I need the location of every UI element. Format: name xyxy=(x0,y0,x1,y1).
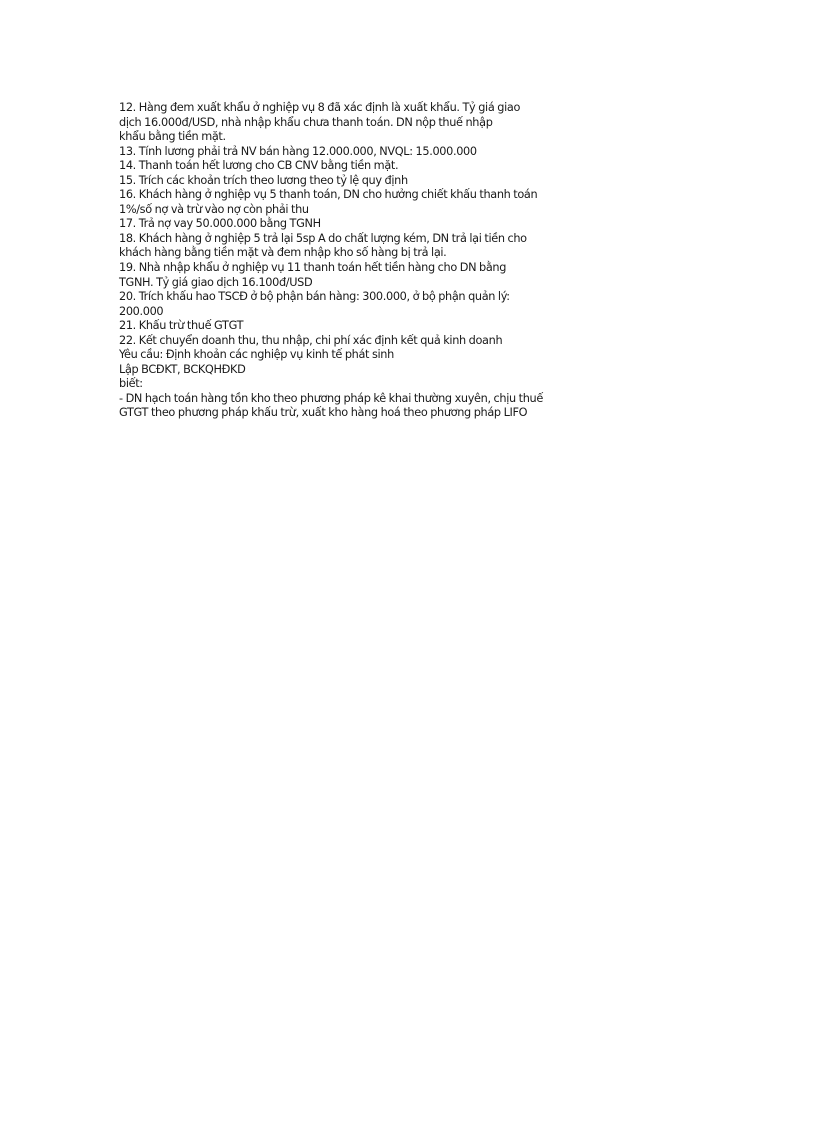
text-line: biết: xyxy=(119,377,143,391)
text-line: 19. Nhà nhập khẩu ở nghiệp vụ 11 thanh toán hết tiền hàng cho DN bằng xyxy=(119,261,507,275)
text-line: 21. Khấu trừ thuế GTGT xyxy=(119,319,244,333)
document-text-block xyxy=(119,101,569,421)
text-line: khẩu bằng tiền mặt. xyxy=(119,130,226,144)
text-line: 16. Khách hàng ở nghiệp vụ 5 thanh toán, DN cho hưởng chiết khấu thanh toán xyxy=(119,188,538,202)
text-line: 18. Khách hàng ở nghiệp 5 trả lại 5sp A do chất lượng kém, DN trả lại tiền cho xyxy=(119,231,527,245)
text-line: Yêu cầu: Định khoản các nghiệp vụ kinh tế phát sinh xyxy=(119,348,394,362)
text-line: 20. Trích khấu hao TSCĐ ở bộ phận bán hàng: 300.000, ở bộ phận quản lý: xyxy=(119,290,510,304)
text-line: 14. Thanh toán hết lương cho CB CNV bằng tiền mặt. xyxy=(119,159,399,173)
text-line: khách hàng bằng tiền mặt và đem nhập kho số hàng bị trả lại. xyxy=(119,246,447,260)
text-line: 12. Hàng đem xuất khẩu ở nghiệp vụ 8 đã xác định là xuất khẩu. Tỷ giá giao xyxy=(119,101,521,114)
text-line: TGNH. Tỷ giá giao dịch 16.100đ/USD xyxy=(119,275,313,289)
text-line: 200.000 xyxy=(119,304,164,318)
text-line: 1%/số nợ và trừ vào nợ còn phải thu xyxy=(119,202,309,216)
text-line: 15. Trích các khoản trích theo lương theo tỷ lệ quy định xyxy=(119,173,408,187)
text-line: Lập BCĐKT, BCKQHĐKD xyxy=(119,362,246,376)
text-line: 17. Trả nợ vay 50.000.000 bằng TGNH xyxy=(119,217,321,231)
text-line: 13. Tính lương phải trả NV bán hàng 12.000.000, NVQL: 15.000.000 xyxy=(119,144,477,158)
text-line: dịch 16.000đ/USD, nhà nhập khẩu chưa thanh toán. DN nộp thuế nhập xyxy=(119,115,493,129)
text-line: - DN hạch toán hàng tồn kho theo phương pháp kê khai thường xuyên, chịu thuế xyxy=(119,391,543,405)
text-line: GTGT theo phương pháp khấu trừ, xuất kho hàng hoá theo phương pháp LIFO xyxy=(119,406,528,420)
text-line: 22. Kết chuyển doanh thu, thu nhập, chi phí xác định kết quả kinh doanh xyxy=(119,333,503,347)
